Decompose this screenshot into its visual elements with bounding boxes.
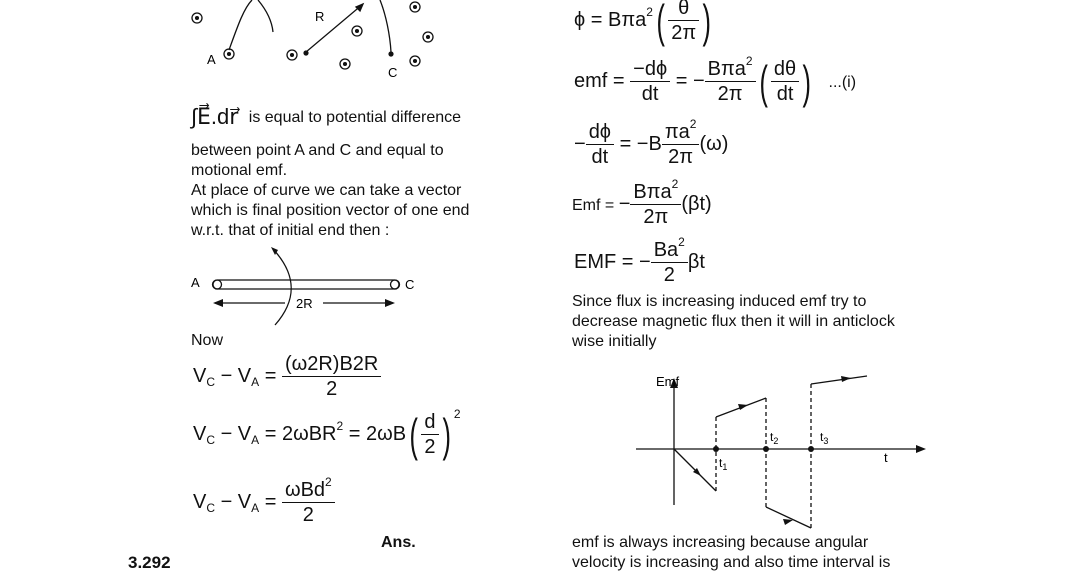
text-line: is equal to potential difference: [248, 109, 462, 126]
x-axis-label: t: [884, 450, 888, 465]
label-a: A: [191, 275, 200, 290]
text-line: motional emf.: [191, 162, 288, 179]
rod-shape: [213, 280, 399, 289]
rotating-rod-figure: [180, 0, 440, 85]
fraction: $\frac{d\theta}{dt}$: [771, 57, 799, 106]
tick-t1: $t_1$: [719, 456, 728, 472]
arc-path: [229, 0, 252, 50]
equation-emf-2: − $\frac{d\phi}{dt}$ = −B $\frac{\pi a^2}{2\pi}$ (ω): [574, 117, 729, 168]
fraction: $\frac{Ba^2}{2}$: [651, 238, 688, 287]
emf-segment: [766, 507, 811, 528]
text-line: which is final position vector of one end: [191, 202, 470, 219]
integral-line: [191, 104, 462, 129]
text-line: wise initially: [572, 333, 657, 350]
arc-path: [258, 0, 273, 32]
fraction: $\frac{-d\phi}{dt}$: [630, 57, 670, 106]
rod-vector-figure: [185, 245, 425, 330]
text-now: Now: [191, 332, 224, 349]
fraction: $\frac{\pi a^2}{2\pi}$: [662, 120, 700, 169]
emf-time-graph: [630, 370, 930, 535]
equation-vc-va-1: $V_C - V_A$ = $\frac{(\omega 2R)B2R}{2}$: [193, 352, 381, 401]
fraction: $\frac{d}{2}$: [421, 410, 438, 459]
equation-vc-va-3: $V_C - V_A$ = $\frac{\omega Bd^2}{2}$: [193, 478, 335, 527]
fraction: $\frac{d\phi}{dt}$: [586, 120, 614, 169]
equation-tag: ...(i): [828, 73, 857, 91]
text-line: Since flux is increasing induced emf try to: [572, 293, 867, 310]
equation-flux: ϕ = Bπa$^2$( $\frac{\theta}{2\pi}$ ): [574, 0, 715, 45]
tick-t2: $t_2$: [770, 430, 779, 446]
y-axis-label: Emf: [656, 374, 680, 389]
text-line: between point A and C and equal to: [191, 142, 444, 159]
integral-symbol: ∫E⃗.dr⃗: [191, 104, 239, 129]
text-line: w.r.t. that of initial end then :: [191, 222, 390, 239]
page-number: 3.292: [128, 553, 171, 572]
arc-path: [380, 0, 391, 52]
fraction: $\frac{\theta}{2\pi}$: [668, 0, 699, 45]
answer-label: Ans.: [381, 534, 416, 551]
curved-arc: [273, 249, 291, 325]
text-line: velocity is increasing and also time interval is: [572, 554, 891, 571]
label-a: A: [207, 52, 216, 67]
text-line: emf is always increasing because angular: [572, 534, 869, 551]
label-c: C: [388, 65, 398, 80]
label-c: C: [405, 277, 415, 292]
fraction: $\frac{(\omega 2R)B2R}{2}$: [282, 352, 381, 401]
equation-emf-1: emf = $\frac{-d\phi}{dt}$ = − $\frac{B\pi a^2}{2\pi}$ ( $\frac{d\theta}{dt}$ ) ...(i): [574, 54, 857, 108]
text-line: decrease magnetic flux then it will in anticlock: [572, 313, 895, 330]
fraction: $\frac{B\pi a^2}{2\pi}$: [705, 57, 756, 106]
equation-emf-4: EMF = − $\frac{Ba^2}{2}$ βt: [574, 235, 705, 286]
label-r: R: [315, 9, 325, 24]
tick-t3: $t_3$: [820, 430, 829, 446]
fraction: $\frac{B\pi a^2}{2\pi}$: [630, 180, 681, 229]
emf-segment: [811, 376, 867, 384]
text-line: At place of curve we can take a vector: [191, 182, 462, 199]
equation-emf-3: Emf = − $\frac{B\pi a^2}{2\pi}$ (βt): [572, 177, 712, 228]
fraction: $\frac{\omega Bd^2}{2}$: [282, 478, 335, 527]
label-2r: 2R: [296, 296, 313, 311]
equation-vc-va-2: $V_C - V_A = 2\omega BR^2 = 2\omega B$( $\frac{d}{2}$ ) $^2$: [193, 406, 461, 461]
